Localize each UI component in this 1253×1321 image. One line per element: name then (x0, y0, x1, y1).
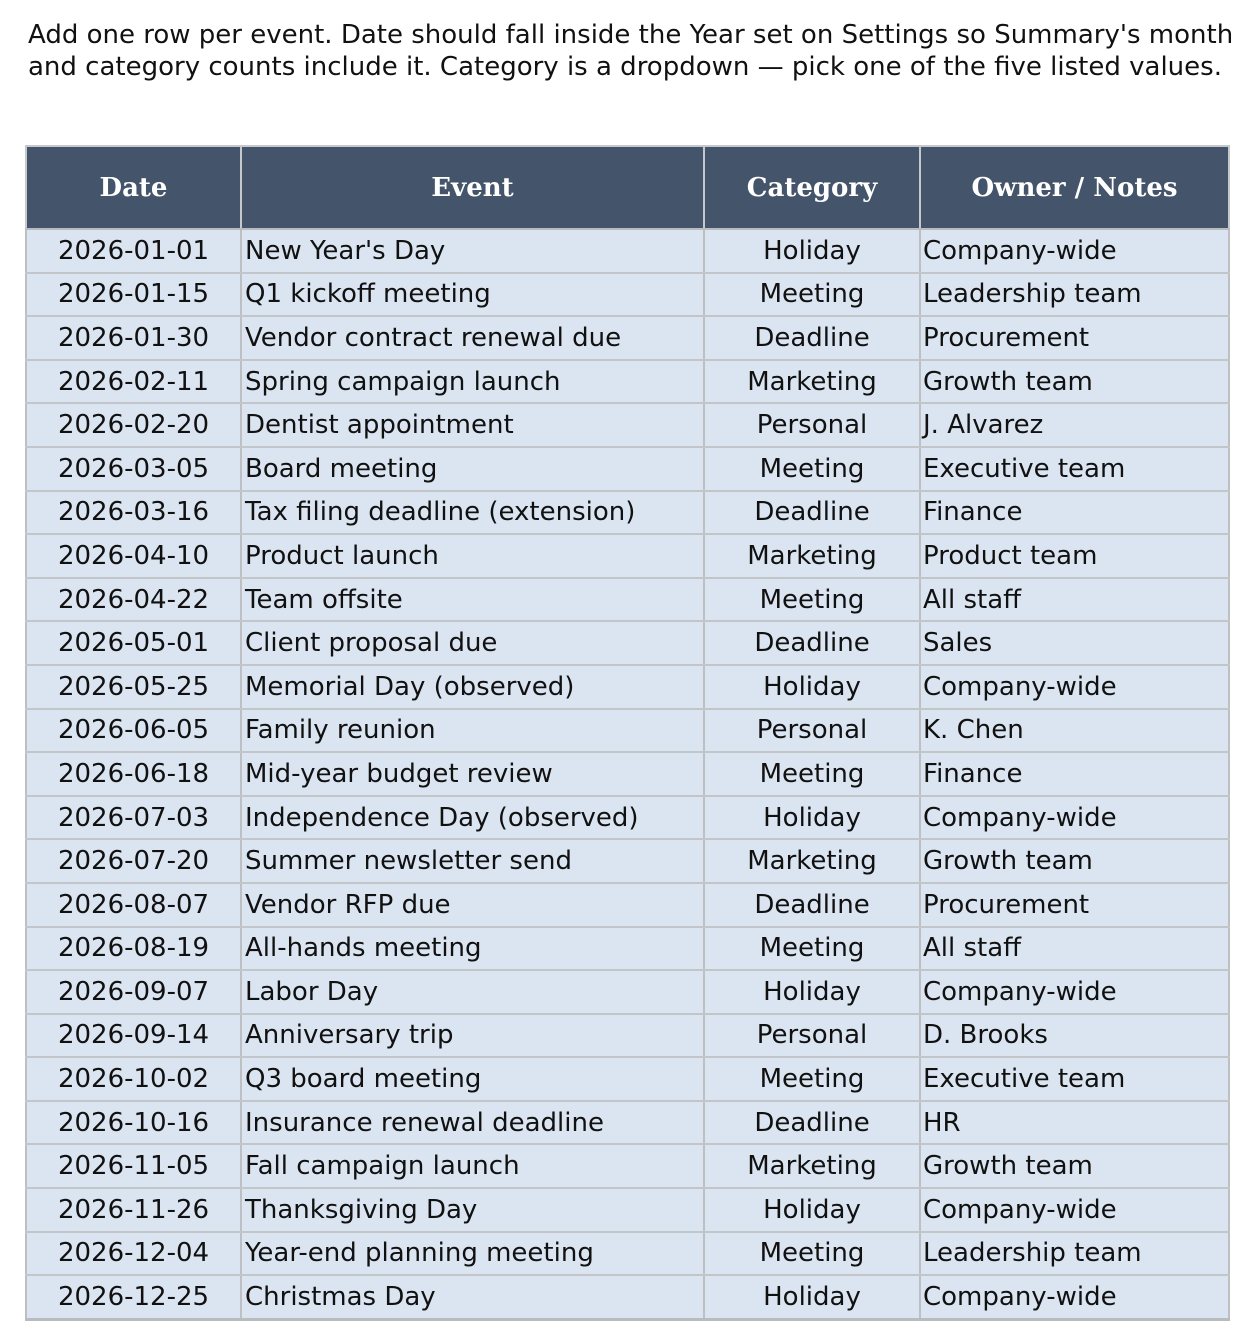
date-cell[interactable]: 2026-01-30 (26, 316, 241, 360)
table-row (26, 709, 1229, 753)
date-cell[interactable]: 2026-10-02 (26, 1057, 241, 1101)
event-column-header[interactable]: Event (241, 146, 704, 229)
date-cell[interactable]: 2026-06-18 (26, 752, 241, 796)
date-cell[interactable]: 2026-12-04 (26, 1232, 241, 1276)
category-column-header[interactable]: Category (704, 146, 920, 229)
event-cell[interactable]: Anniversary trip (241, 1014, 704, 1058)
owner-notes-cell[interactable]: Growth team (920, 1144, 1229, 1188)
events-table-body (26, 229, 1229, 1319)
category-dropdown-cell[interactable]: Meeting (704, 273, 920, 317)
table-row (26, 1014, 1229, 1058)
table-row (26, 970, 1229, 1014)
owner-notes-cell[interactable]: D. Brooks (920, 1014, 1229, 1058)
category-dropdown-cell[interactable]: Meeting (704, 1232, 920, 1276)
event-cell[interactable]: Memorial Day (observed) (241, 665, 704, 709)
event-cell[interactable]: Vendor RFP due (241, 883, 704, 927)
event-cell[interactable]: Team offsite (241, 578, 704, 622)
category-dropdown-cell[interactable]: Deadline (704, 491, 920, 535)
category-dropdown-cell[interactable]: Meeting (704, 927, 920, 971)
date-cell[interactable]: 2026-02-20 (26, 403, 241, 447)
owner-notes-cell[interactable]: Growth team (920, 360, 1229, 404)
owner-notes-cell[interactable]: HR (920, 1101, 1229, 1145)
category-dropdown-cell[interactable]: Meeting (704, 752, 920, 796)
category-dropdown-cell[interactable]: Meeting (704, 578, 920, 622)
category-dropdown-cell[interactable]: Holiday (704, 970, 920, 1014)
table-row (26, 491, 1229, 535)
table-row (26, 316, 1229, 360)
date-cell[interactable]: 2026-02-11 (26, 360, 241, 404)
owner-notes-cell[interactable]: Executive team (920, 1057, 1229, 1101)
event-cell[interactable]: Tax filing deadline (extension) (241, 491, 704, 535)
category-dropdown-cell[interactable]: Deadline (704, 883, 920, 927)
event-cell[interactable]: Independence Day (observed) (241, 796, 704, 840)
table-row (26, 534, 1229, 578)
owner-notes-cell[interactable]: Executive team (920, 447, 1229, 491)
table-row (26, 273, 1229, 317)
category-dropdown-cell[interactable]: Marketing (704, 1144, 920, 1188)
category-dropdown-cell[interactable]: Personal (704, 1014, 920, 1058)
date-cell[interactable]: 2026-01-01 (26, 229, 241, 273)
event-cell[interactable]: Q1 kickoff meeting (241, 273, 704, 317)
event-cell[interactable]: Vendor contract renewal due (241, 316, 704, 360)
date-cell[interactable]: 2026-11-26 (26, 1188, 241, 1232)
table-row (26, 1057, 1229, 1101)
owner-notes-cell[interactable]: Company-wide (920, 1275, 1229, 1319)
owner-notes-cell[interactable]: Company-wide (920, 970, 1229, 1014)
event-cell[interactable]: Board meeting (241, 447, 704, 491)
date-cell[interactable]: 2026-07-20 (26, 839, 241, 883)
category-dropdown-cell[interactable]: Personal (704, 403, 920, 447)
event-cell[interactable]: Fall campaign launch (241, 1144, 704, 1188)
category-dropdown-cell[interactable]: Holiday (704, 1275, 920, 1319)
category-dropdown-cell[interactable]: Holiday (704, 229, 920, 273)
date-cell[interactable]: 2026-09-07 (26, 970, 241, 1014)
event-cell[interactable]: All-hands meeting (241, 927, 704, 971)
date-cell[interactable]: 2026-01-15 (26, 273, 241, 317)
table-row (26, 403, 1229, 447)
header-row (26, 146, 1229, 229)
event-cell[interactable]: Family reunion (241, 709, 704, 753)
owner-notes-cell[interactable]: J. Alvarez (920, 403, 1229, 447)
category-dropdown-cell[interactable]: Personal (704, 709, 920, 753)
date-cell[interactable]: 2026-05-25 (26, 665, 241, 709)
category-dropdown-cell[interactable]: Marketing (704, 839, 920, 883)
date-cell[interactable]: 2026-08-19 (26, 927, 241, 971)
owner-notes-cell[interactable]: All staff (920, 578, 1229, 622)
table-row (26, 665, 1229, 709)
owner-notes-cell[interactable]: Company-wide (920, 796, 1229, 840)
owner-notes-cell[interactable]: Sales (920, 621, 1229, 665)
date-cell[interactable]: 2026-08-07 (26, 883, 241, 927)
instructions-text: Add one row per event. Date should fall inside the Year set on Settings so Summary's month and category counts include it. Category is a dropdown — pick one of the five listed values. (28, 20, 1234, 82)
owner-notes-cell[interactable]: Procurement (920, 883, 1229, 927)
event-cell[interactable]: Spring campaign launch (241, 360, 704, 404)
category-dropdown-cell[interactable]: Meeting (704, 447, 920, 491)
owner-notes-cell[interactable]: Finance (920, 752, 1229, 796)
owner-notes-cell[interactable]: Company-wide (920, 229, 1229, 273)
table-row (26, 1144, 1229, 1188)
category-dropdown-cell[interactable]: Deadline (704, 1101, 920, 1145)
table-row (26, 752, 1229, 796)
date-cell[interactable]: 2026-07-03 (26, 796, 241, 840)
event-cell[interactable]: Insurance renewal deadline (241, 1101, 704, 1145)
event-cell[interactable]: Thanksgiving Day (241, 1188, 704, 1232)
events-table (25, 145, 1230, 1321)
owner-notes-cell[interactable]: Growth team (920, 839, 1229, 883)
table-row (26, 621, 1229, 665)
owner-notes-cell[interactable]: All staff (920, 927, 1229, 971)
owner-notes-column-header[interactable]: Owner / Notes (920, 146, 1229, 229)
table-row (26, 360, 1229, 404)
date-cell[interactable]: 2026-05-01 (26, 621, 241, 665)
owner-notes-cell[interactable]: Product team (920, 534, 1229, 578)
table-row (26, 839, 1229, 883)
table-row (26, 1101, 1229, 1145)
date-cell[interactable]: 2026-09-14 (26, 1014, 241, 1058)
category-dropdown-cell[interactable]: Marketing (704, 534, 920, 578)
table-row (26, 447, 1229, 491)
date-cell[interactable]: 2026-12-25 (26, 1275, 241, 1319)
event-cell[interactable]: Labor Day (241, 970, 704, 1014)
date-cell[interactable]: 2026-04-22 (26, 578, 241, 622)
table-row (26, 927, 1229, 971)
owner-notes-cell[interactable]: Leadership team (920, 273, 1229, 317)
owner-notes-cell[interactable]: Leadership team (920, 1232, 1229, 1276)
date-cell[interactable]: 2026-11-05 (26, 1144, 241, 1188)
date-cell[interactable]: 2026-03-16 (26, 491, 241, 535)
date-cell[interactable]: 2026-04-10 (26, 534, 241, 578)
table-row (26, 578, 1229, 622)
date-cell[interactable]: 2026-06-05 (26, 709, 241, 753)
category-dropdown-cell[interactable]: Holiday (704, 796, 920, 840)
event-cell[interactable]: Christmas Day (241, 1275, 704, 1319)
owner-notes-cell[interactable]: Company-wide (920, 665, 1229, 709)
category-dropdown-cell[interactable]: Holiday (704, 1188, 920, 1232)
category-dropdown-cell[interactable]: Marketing (704, 360, 920, 404)
event-cell[interactable]: New Year's Day (241, 229, 704, 273)
date-cell[interactable]: 2026-03-05 (26, 447, 241, 491)
table-row (26, 796, 1229, 840)
table-row (26, 229, 1229, 273)
event-cell[interactable]: Product launch (241, 534, 704, 578)
event-cell[interactable]: Year-end planning meeting (241, 1232, 704, 1276)
owner-notes-cell[interactable]: Procurement (920, 316, 1229, 360)
category-dropdown-cell[interactable]: Meeting (704, 1057, 920, 1101)
table-row (26, 1232, 1229, 1276)
event-cell[interactable]: Dentist appointment (241, 403, 704, 447)
date-column-header[interactable]: Date (26, 146, 241, 229)
owner-notes-cell[interactable]: Company-wide (920, 1188, 1229, 1232)
table-row (26, 1188, 1229, 1232)
category-dropdown-cell[interactable]: Holiday (704, 665, 920, 709)
event-cell[interactable]: Client proposal due (241, 621, 704, 665)
owner-notes-cell[interactable]: Finance (920, 491, 1229, 535)
date-cell[interactable]: 2026-10-16 (26, 1101, 241, 1145)
category-dropdown-cell[interactable]: Deadline (704, 316, 920, 360)
owner-notes-cell[interactable]: K. Chen (920, 709, 1229, 753)
event-cell[interactable]: Q3 board meeting (241, 1057, 704, 1101)
table-row (26, 1275, 1229, 1319)
category-dropdown-cell[interactable]: Deadline (704, 621, 920, 665)
event-cell[interactable]: Mid-year budget review (241, 752, 704, 796)
table-row (26, 883, 1229, 927)
event-cell[interactable]: Summer newsletter send (241, 839, 704, 883)
